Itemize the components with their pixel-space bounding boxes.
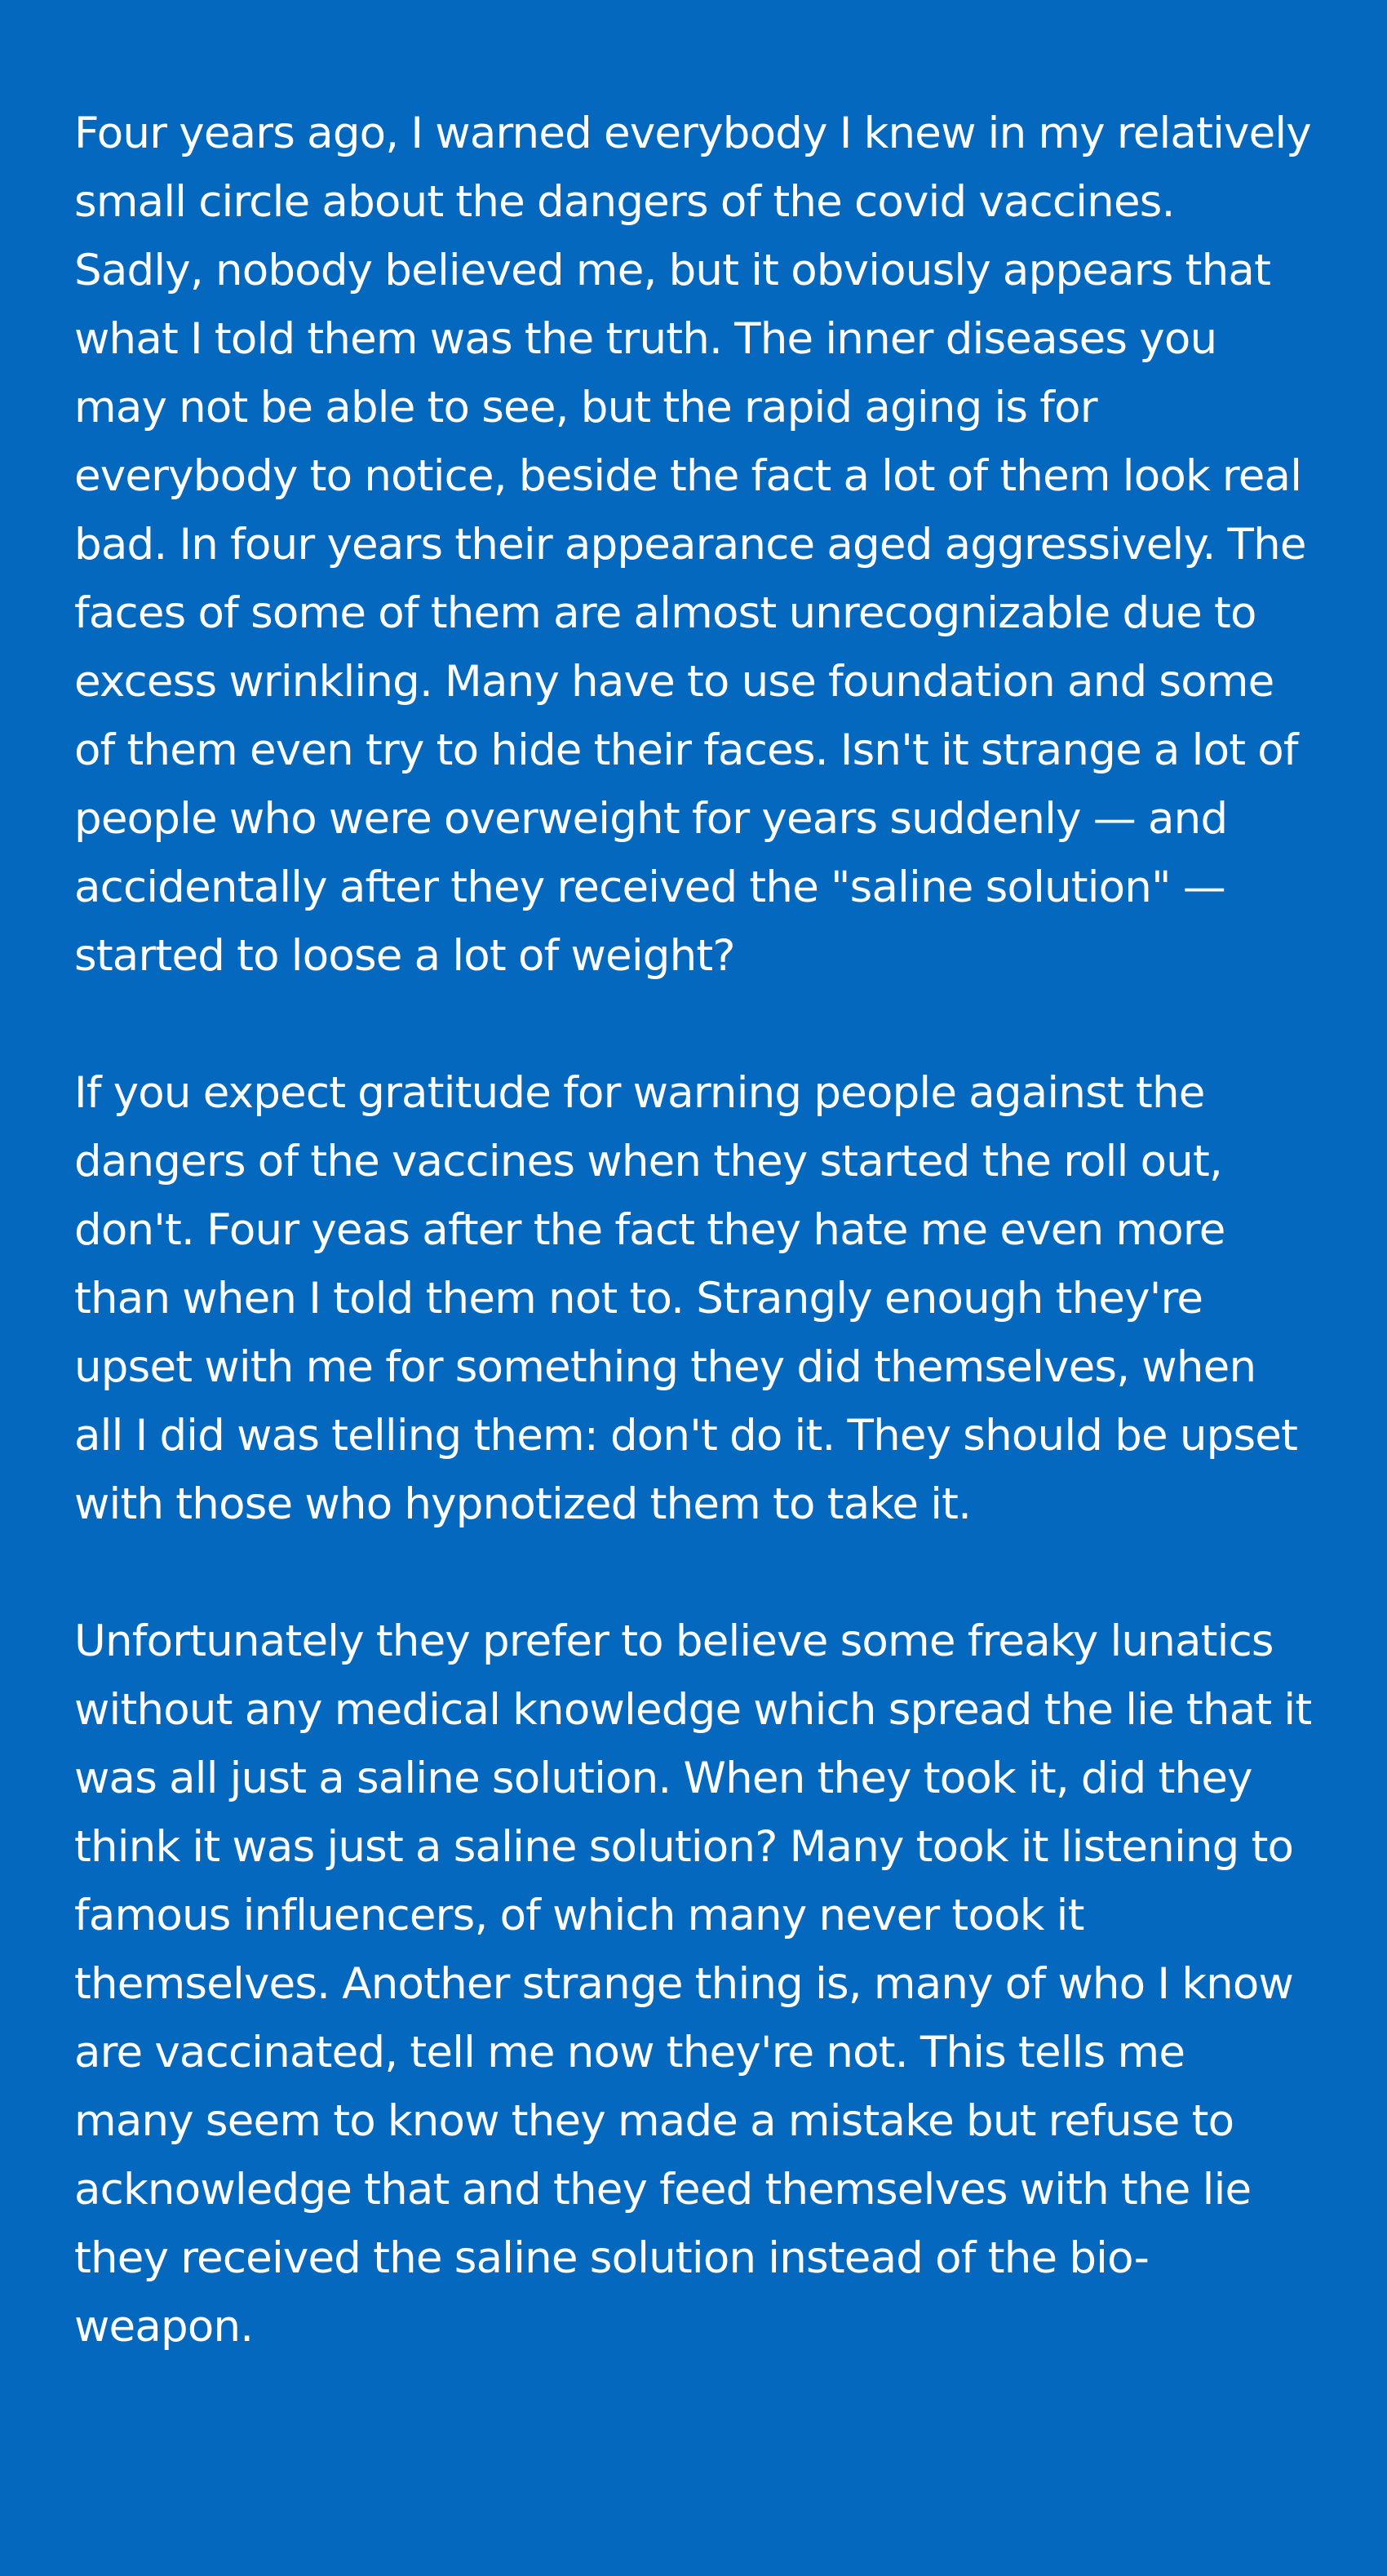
paragraph-2: If you expect gratitude for warning people against the dangers of the vaccines when they started the roll out, don't. Four yeas after the fact they hate me even more than when I told them not to. Strangly enough they're upset with me for something they did themselves, when all I did was telling them: don't do it. They should be upset with those who hypnotized them to take it. <box>74 1068 1298 1529</box>
paragraph-3: Unfortunately they prefer to believe some freaky lunatics without any medical knowledge which spread the lie that it was all just a saline solution. When they took it, did they think it was just a saline solution? Many took it listening to famous influencers, of which many never took it themselves. Another strange thing is, many of who I know are vaccinated, tell me now they're not. This tells me many seem to know they made a mistake but refuse to acknowledge that and they feed themselves with the lie they received the saline solution instead of the bio-weapon. <box>74 1616 1312 2352</box>
paragraph-1: Four years ago, I warned everybody I knew in my relatively small circle about the dangers of the covid vaccines. Sadly, nobody believed me, but it obviously appears that what I told them was the truth. The inner diseases you may not be able to see, but the rapid aging is for everybody to notice, beside the fact a lot of them look real bad. In four years their appearance aged aggressively. The faces of some of them are almost unrecognizable due to excess wrinkling. Many have to use foundation and some of them even try to hide their faces. Isn't it strange a lot of people who were overweight for years suddenly — and accidentally after they received the "saline solution" — started to loose a lot of weight? <box>74 109 1311 981</box>
